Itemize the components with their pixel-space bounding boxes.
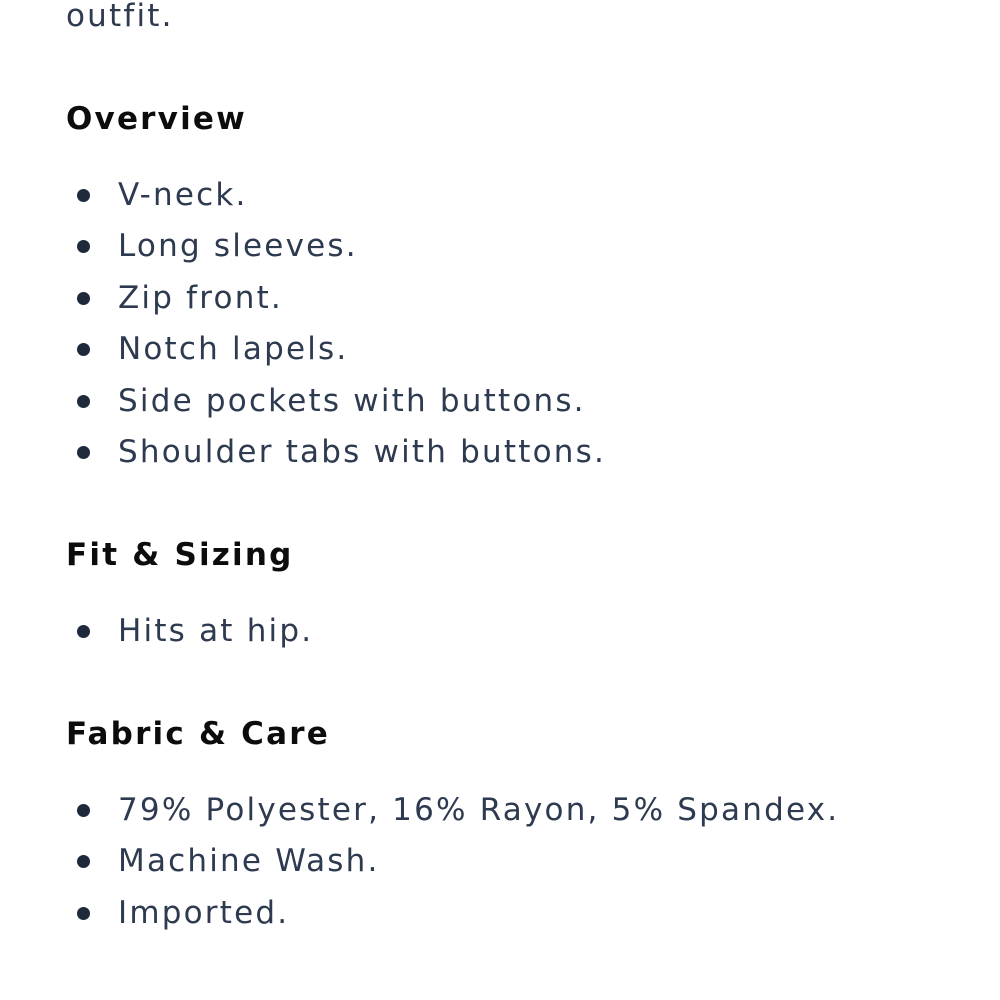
bullet-icon [77, 343, 90, 356]
list-item-text: 79% Polyester, 16% Rayon, 5% Spandex. [118, 792, 840, 828]
list-item-text: Side pockets with buttons. [118, 382, 586, 419]
bullet-icon [77, 446, 90, 459]
overview-heading: Overview [66, 101, 247, 137]
bullet-icon [77, 395, 90, 408]
list-item-text: Long sleeves. [118, 228, 358, 265]
bullet-icon [77, 804, 90, 817]
fabric-care-heading: Fabric & Care [66, 716, 330, 752]
bullet-icon [77, 907, 90, 920]
list-item-text: Zip front. [118, 279, 283, 316]
list-item-text: Machine Wash. [118, 843, 380, 880]
list-item-text: Notch lapels. [118, 331, 349, 368]
bullet-icon [77, 292, 90, 305]
description-text: outfit. [66, 0, 174, 34]
bullet-icon [77, 189, 90, 202]
list-item-text: Imported. [118, 894, 290, 931]
bullet-icon [77, 625, 90, 638]
bullet-icon [77, 855, 90, 868]
list-item-text: V-neck. [118, 177, 248, 213]
list-item-text: Shoulder tabs with buttons. [118, 433, 607, 470]
list-item-text: Hits at hip. [118, 613, 314, 649]
bullet-icon [77, 240, 90, 253]
fit-sizing-heading: Fit & Sizing [66, 537, 294, 573]
